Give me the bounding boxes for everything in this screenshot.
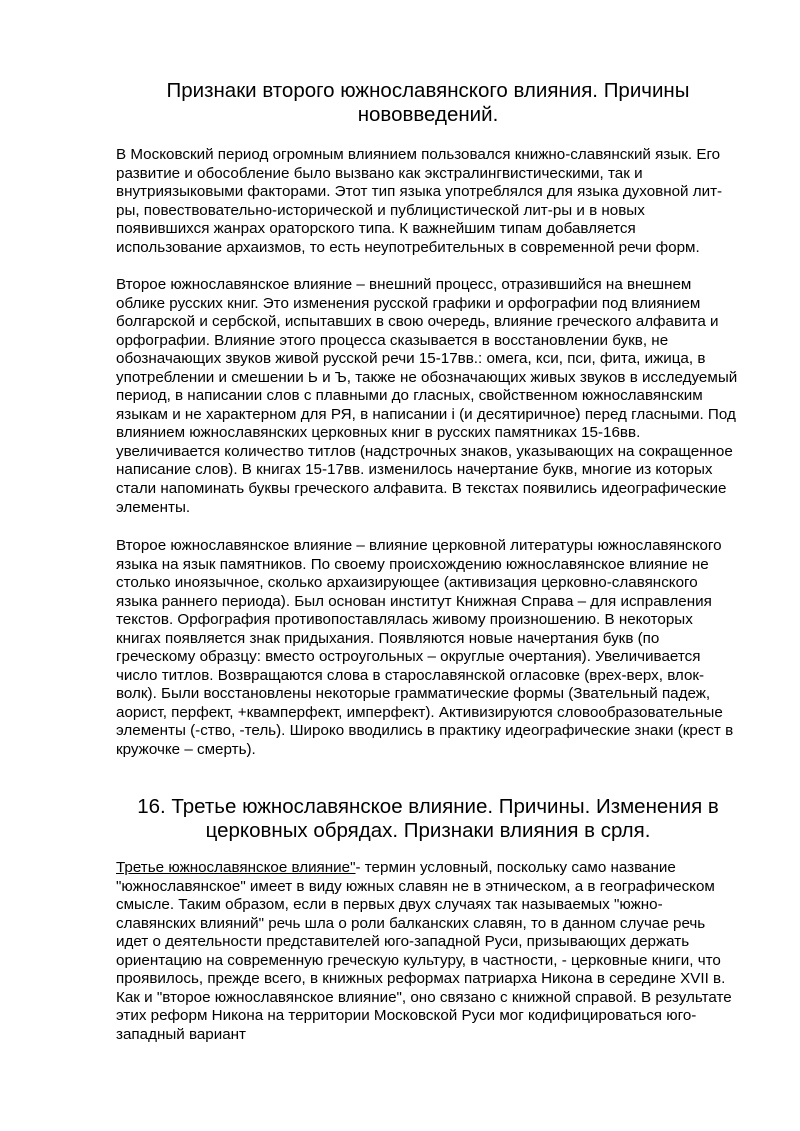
section-title: 16. Третье южнославянское влияние. Причины. Изменения в церковных обрядах. Признаки влияния в срля. xyxy=(137,795,719,842)
paragraph: Второе южнославянское влияние – внешний процесс, отразившийся на внешнем облике русских книг. Это изменения русской графики и орфографии под влиянием болгарской и сербской, испытавших в свою очередь, влияние греческого алфавита и орфографии. Влияние этого процесса сказывается в восстановлении букв, не обозначающих звуков живой русской речи 15-17вв.: омега, кси, пси, фита, ижица, в употреблении и смешении Ь и Ъ, также не обозначающих живых звуков в исследуемый период, в написании слов с плавными до гласных, свойственном южнославянским языкам и не характерном для РЯ, в написании і (и десятиричное) перед гласными. Под влиянием южнославянских церковных книг в русских памятниках 15-16вв. увеличивается количество титлов (надстрочных знаков, указывающих на сокращенное написание слов). В книгах 15-17вв. изменилось начертание букв, многие из которых стали напоминать буквы греческого алфавита. В текстах появились идеографические элементы. xyxy=(116,276,738,516)
paragraph-text: - термин условный, поскольку само название "южнославянское" имеет в виду южных славян не в этническом, а в географическом смысле. Таким образом, если в первых двух случаях так называемых "южно-славянских влияний" речь шла о роли балканских славян, то в данном случае речь идет о деятельности представителей юго-западной Руси, призывающих держать ориентацию на современную греческую культуру, в частности, - церковные книги, что проявилось, прежде всего, в книжных реформах патриарха Никона в середине XVII в. Как и "второе южнославянское влияние", оно связано с книжной справой. В результате этих реформ Никона на территории Московской Руси мог кодифицироваться юго-западный вариант xyxy=(116,859,732,1043)
paragraph: Второе южнославянское влияние – влияние церковной литературы южнославянского языка на язык памятников. По своему происхождению южнославянское влияние не столько иноязычное, сколько архаизирующее (активизация церковно-славянского языка раннего периода). Был основан институт Книжная Справа – для исправления текстов. Орфография противопоставлялась живому произношению. В некоторых книгах появляется знак придыхания. Появляются новые начертания букв (по греческому образцу: вместо остроугольных – округлые очертания). Увеличивается число титлов. Возвращаются слова в старославянской огласовке (врех-верх, влок-волк). Были восстановлены некоторые грамматические формы (Звательный падеж, аорист, перфект, +квамперфект, имперфект). Активизируются словообразовательные элементы (-ство, -тель). Широко вводились в практику идеографические знаки (крест в кружочке – смерть). xyxy=(116,537,734,759)
paragraph xyxy=(116,859,740,1044)
section-title: Признаки второго южнославянского влияния. Причины нововведений. xyxy=(166,79,690,126)
paragraph: В Московский период огромным влиянием пользовался книжно-славянский язык. Его развитие и обособление было вызвано как экстралингвистическими, так и внутриязыковыми факторами. Этот тип языка употреблялся для языка духовной лит-ры, повествовательно-исторической и публицистической лит-ры и в новых появившихся жанрах ораторского типа. К важнейшим типам добавляется использование архаизмов, то есть неупотребительных в современной речи форм. xyxy=(116,146,723,256)
underlined-term: Третье южнославянское влияние" xyxy=(116,859,356,876)
